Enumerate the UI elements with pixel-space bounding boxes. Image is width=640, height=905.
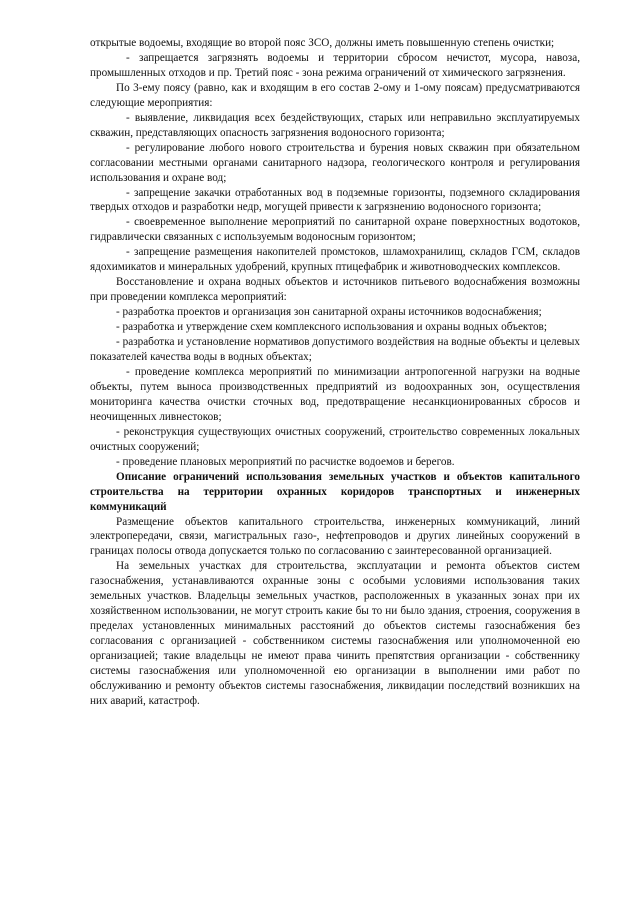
list-item-standards: - разработка и установление нормативов допустимого воздействия на водные объекты и целевых показателей качества воды в водных объектах; — [90, 336, 580, 364]
list-item-load-minimization: - проведение комплекса мероприятий по минимизации антропогенной нагрузки на водные объекты, путем выноса производственных предприятий из водоохранных зон, осуществления мониторинга качества очистки сточных вод, предотвращение несанкционированных сбросов и неочищенных ливнестоков; — [90, 365, 580, 423]
paragraph-pollution-ban: - запрещается загрязнять водоемы и территории сбросом нечистот, мусора, навоза, промышленных отходов и пр. Третий пояс - зона режима ограничений от химического загрязнения. — [90, 51, 580, 79]
paragraph-gas-protection-zones: На земельных участках для строительства, эксплуатации и ремонта объектов систем газоснабжения, устанавливаются охранные зоны с особыми условиями использования таких земельных участков. Владельцы земельных участков, расположенных в указанных зонах при их хозяйственном использовании, не могут строить какие бы то ни было здания, строения, сооружения в пределах установленных минимальных расстояний до объектов системы газоснабжения без согласования с организацией - собственником системы газоснабжения или уполномоченной ею организацией; такие владельцы не имеют права чинить препятствия организации - собственнику системы газоснабжения или уполномоченной ею организации в выполнении ими работ по обслуживанию и ремонту объектов системы газоснабжения, ликвидации последствий возникших на них аварий, катастроф. — [90, 560, 580, 707]
list-item-wells: - выявление, ликвидация всех бездействующих, старых или неправильно эксплуатируемых скважин, представляющих опасность загрязнения водоносного горизонта; — [90, 111, 580, 139]
list-item-injection-ban: - запрещение закачки отработанных вод в подземные горизонты, подземного складирования твердых отходов и разработки недр, могущей привести к загрязнению водоносного горизонта; — [90, 186, 580, 214]
list-item-construction-regulation: - регулирование любого нового строительства и бурения новых скважин при обязательном согласовании местными органами санитарного надзора, геологического контроля и регулирования использования и охране вод; — [90, 141, 580, 184]
list-item-storage-ban: - запрещение размещения накопителей промстоков, шламохранилищ, складов ГСМ, складов ядохимикатов и минеральных удобрений, крупных птицефабрик и животноводческих комплексов. — [90, 246, 580, 274]
paragraph-placement-approval: Размещение объектов капитального строительства, инженерных коммуникаций, линий электропередачи, связи, магистральных газо-, нефтепроводов и других линейных сооружений в границах полосы отвода допускается только по согласованию с заинтересованной организацией. — [90, 515, 580, 558]
list-item-reconstruction: - реконструкция существующих очистных сооружений, строительство современных локальных очистных сооружений; — [90, 425, 580, 453]
list-item-sanitary-zones: - разработка проектов и организация зон санитарной охраны источников водоснабжения; — [116, 306, 542, 319]
list-item-cleaning: - проведение плановых мероприятий по расчистке водоемов и берегов. — [116, 455, 455, 468]
paragraph-restoration-intro: Восстановление и охрана водных объектов и источников питьевого водоснабжения возможны при проведении комплекса мероприятий: — [90, 276, 580, 304]
paragraph-third-belt-intro: По 3-ему поясу (равно, как и входящим в его состав 2-ому и 1-ому поясам) предусматриваются следующие мероприятия: — [90, 81, 580, 109]
list-item-schemes: - разработка и утверждение схем комплексного использования и охраны водных объектов; — [116, 321, 547, 334]
paragraph-second-belt: открытые водоемы, входящие во второй пояс ЗСО, должны иметь повышенную степень очистки; — [90, 37, 555, 49]
section-heading: Описание ограничений использования земельных участков и объектов капитального строительства на территории охранных коридоров транспортных и инженерных коммуникаций — [90, 470, 580, 513]
list-item-surface-protection: - своевременное выполнение мероприятий по санитарной охране поверхностных водотоков, гидравлически связанных с используемым водоносным горизонтом; — [90, 216, 580, 244]
